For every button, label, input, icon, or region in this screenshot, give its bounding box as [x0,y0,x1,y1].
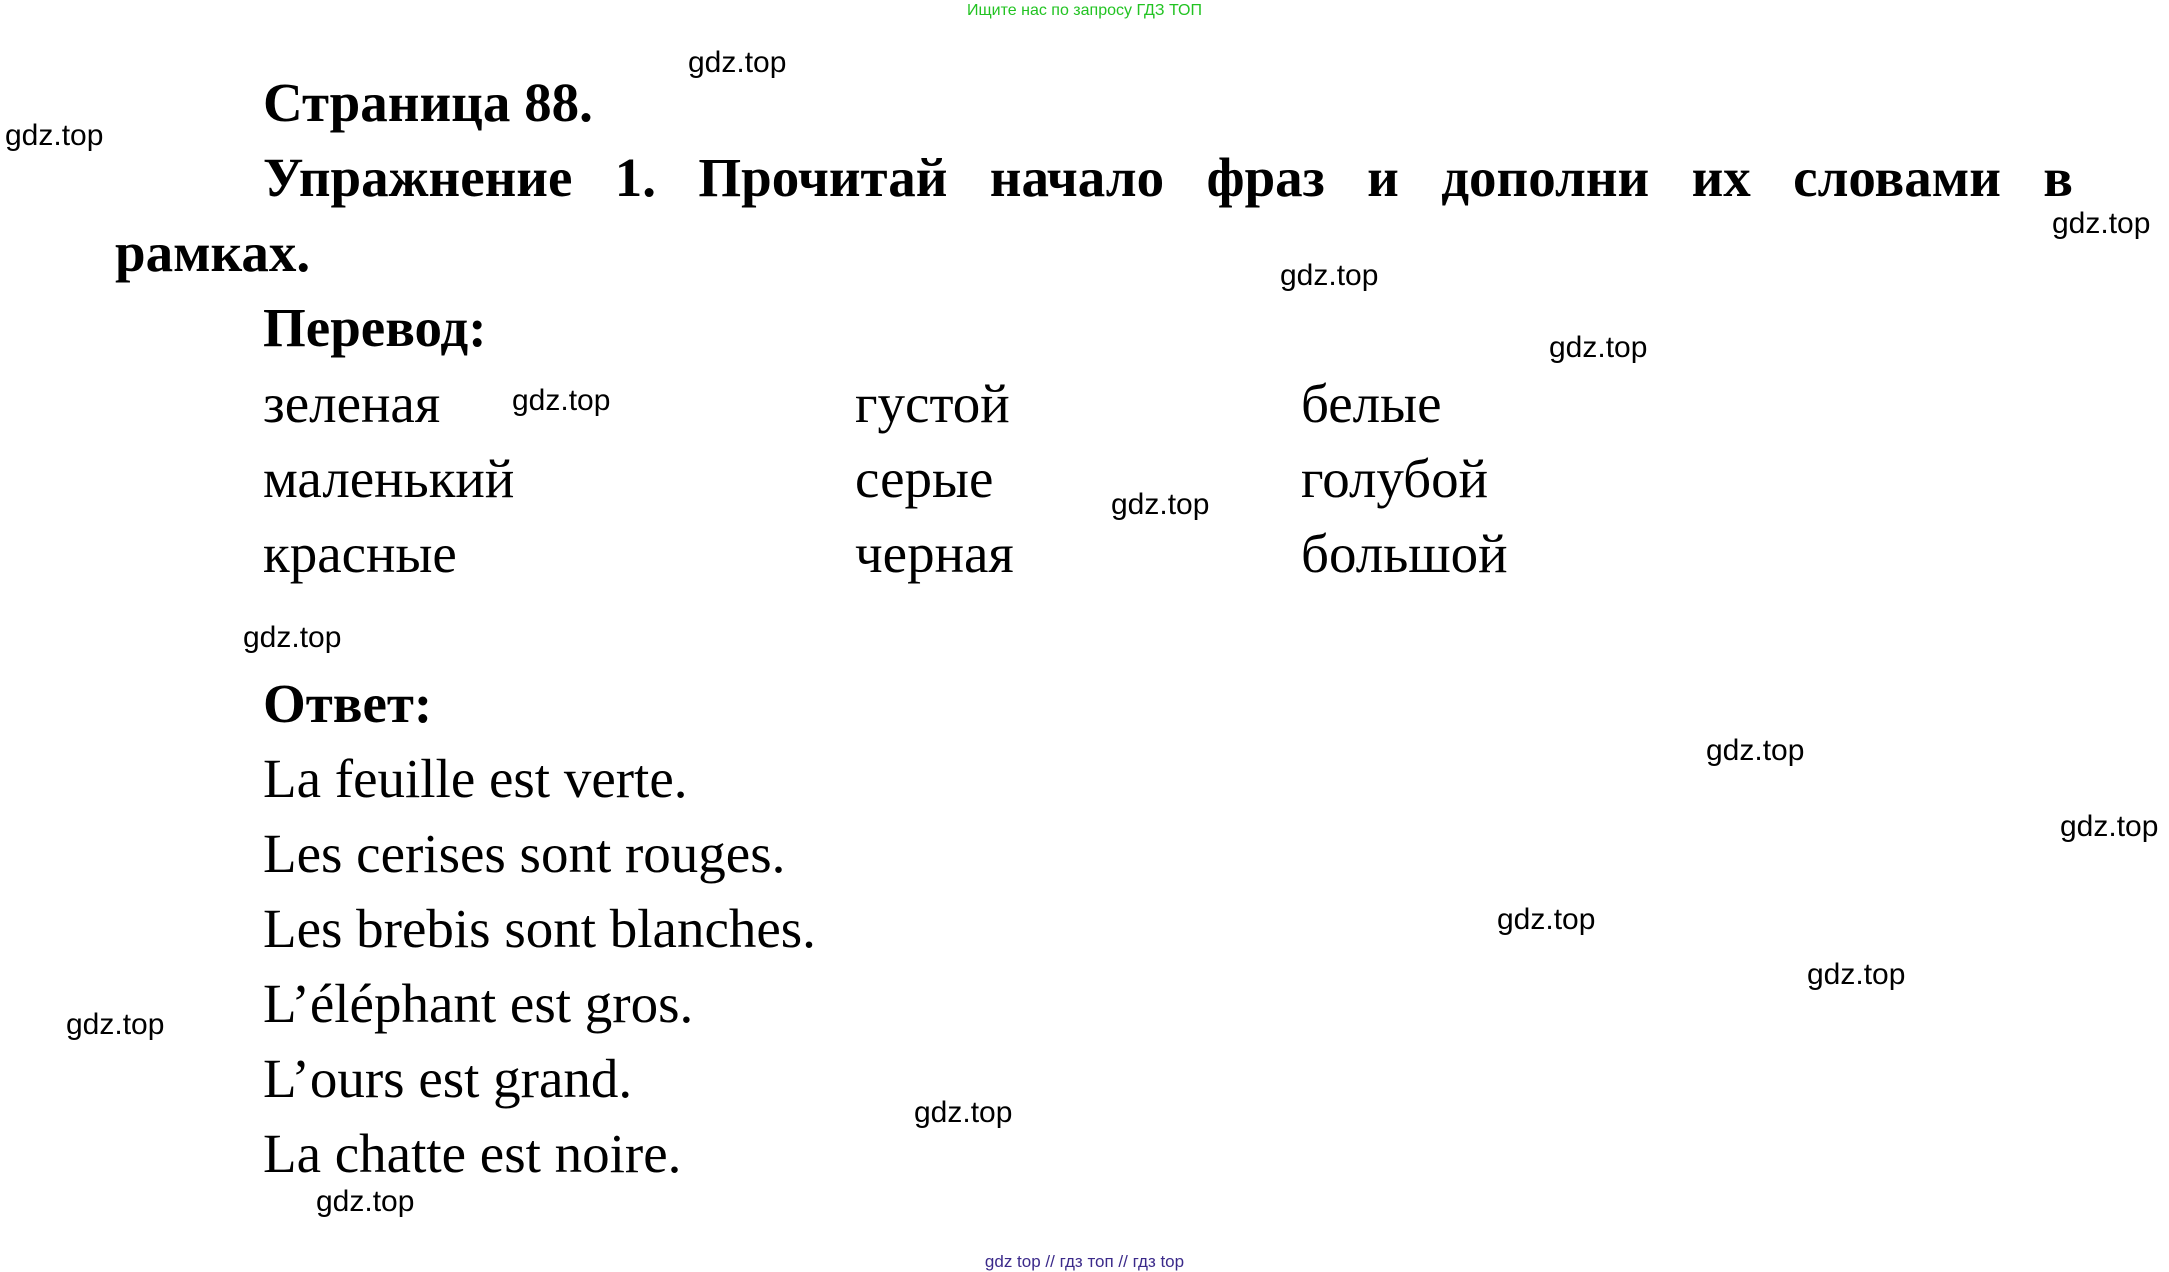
watermark: gdz.top [5,119,104,152]
translation-word: голубой [1301,448,1489,509]
watermark: gdz.top [1111,488,1210,521]
answer-sentence: L’ours est grand. [263,1048,633,1109]
translation-heading: Перевод: [263,297,487,358]
translation-word: маленький [263,448,515,509]
watermark: gdz.top [2052,207,2151,240]
footer-caption: gdz top // гдз топ // гдз top [984,1252,1185,1271]
top-banner: Ищите нас по запросу ГДЗ ТОП [967,2,1202,19]
watermark: gdz.top [1706,734,1805,767]
answer-sentence: Les brebis sont blanches. [263,898,816,959]
answer-sentence: Les cerises sont rouges. [263,823,786,884]
translation-word: черная [855,523,1014,584]
translation-word: большой [1301,523,1508,584]
answer-sentence: La chatte est noire. [263,1123,682,1184]
exercise-title-line-2: рамках. [115,222,311,283]
watermark: gdz.top [1280,259,1379,292]
watermark: gdz.top [688,46,787,79]
answer-heading: Ответ: [263,673,433,734]
watermark: gdz.top [1807,958,1906,991]
exercise-title-line-1: Упражнение 1. Прочитай начало фраз и дополни их словами в [263,147,2073,208]
watermark: gdz.top [512,384,611,417]
translation-word: зеленая [263,373,441,434]
answer-sentence: La feuille est verte. [263,748,688,809]
translation-word: густой [855,373,1010,434]
watermark: gdz.top [243,621,342,654]
watermark: gdz.top [2060,810,2159,843]
watermark: gdz.top [914,1096,1013,1129]
page-title: Страница 88. [263,72,593,133]
translation-word: серые [855,448,994,509]
translation-word: белые [1301,373,1442,434]
watermark: gdz.top [1497,903,1596,936]
answer-sentence: L’éléphant est gros. [263,973,694,1034]
watermark: gdz.top [1549,331,1648,364]
watermark: gdz.top [66,1008,165,1041]
watermark: gdz.top [316,1185,415,1218]
translation-word: красные [263,523,457,584]
